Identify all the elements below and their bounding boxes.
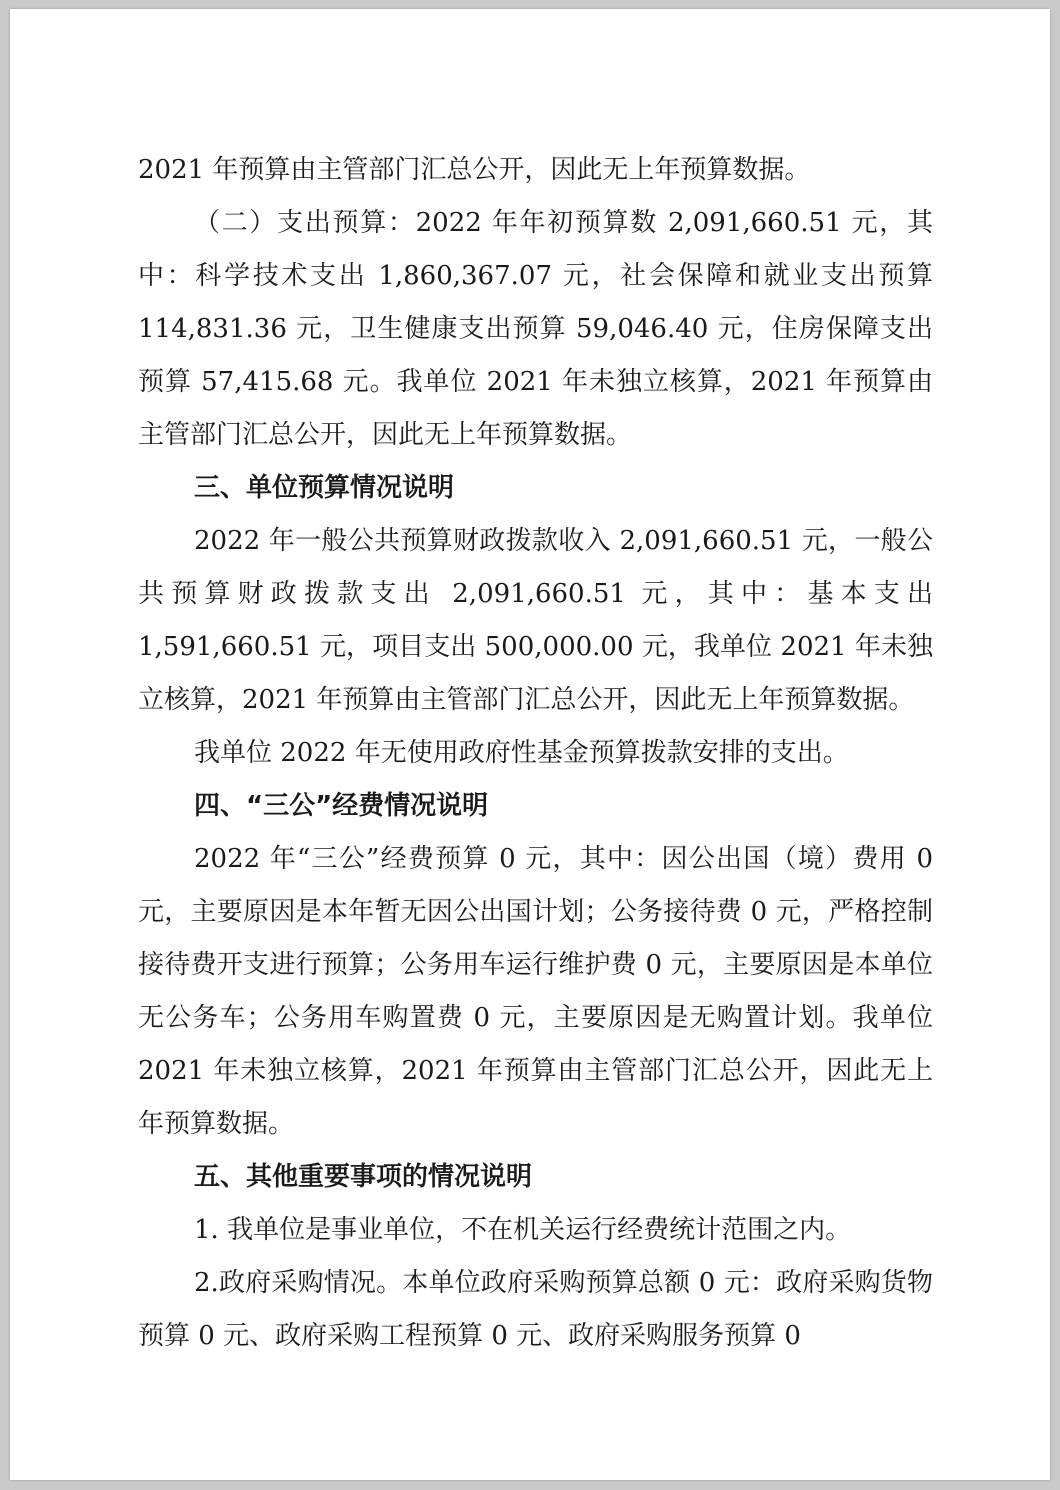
section-heading-other-matters: 五、其他重要事项的情况说明 [194,1162,533,1192]
paragraph-institution-status: 1. 我单位是事业单位，不在机关运行经费统计范围之内。 [194,1215,852,1245]
paragraph-procurement: 2.政府采购情况。本单位政府采购预算总额 0 元：政府采购货物预算 0 元、政府采购工程预算 0 元、政府采购服务预算 0 [138,1268,933,1351]
paragraph-general-budget: 2022 年一般公共预算财政拨款收入 2,091,660.51 元，一般公共预算财政拨款支出 2,091,660.51 元，其中：基本支出 1,591,660.51 元，项目支出 500,000.00 元，我单位 2021 年未独立核算，2021 年预算由主管部门汇总公开，因此无上年预算数据。 [138,526,933,715]
document-page [10,9,1050,1480]
paragraph-three-public-expenses: 2022 年“三公”经费预算 0 元，其中：因公出国（境）费用 0 元，主要原因是本年暂无因公出国计划；公务接待费 0 元，严格控制接待费开支进行预算；公务用车运行维护费 0 元，主要原因是本单位无公务车；公务用车购置费 0 元，主要原因是无购置计划。我单位 2021 年未独立核算，2021 年预算由主管部门汇总公开，因此无上年预算数据。 [138,844,933,1139]
paragraph-continuation: 2021 年预算由主管部门汇总公开，因此无上年预算数据。 [138,155,811,185]
document-body [138,144,933,1363]
section-heading-unit-budget: 三、单位预算情况说明 [194,473,455,503]
paragraph-government-fund: 我单位 2022 年无使用政府性基金预算拨款安排的支出。 [194,738,849,768]
section-heading-three-public: 四、“三公”经费情况说明 [194,791,489,821]
paragraph-expenditure-budget: （二）支出预算：2022 年年初预算数 2,091,660.51 元，其中：科学技术支出 1,860,367.07 元，社会保障和就业支出预算 114,831.36 元，卫生健康支出预算 59,046.40 元，住房保障支出预算 57,415.68 元。我单位 2021 年未独立核算，2021 年预算由主管部门汇总公开，因此无上年预算数据。 [138,208,933,450]
